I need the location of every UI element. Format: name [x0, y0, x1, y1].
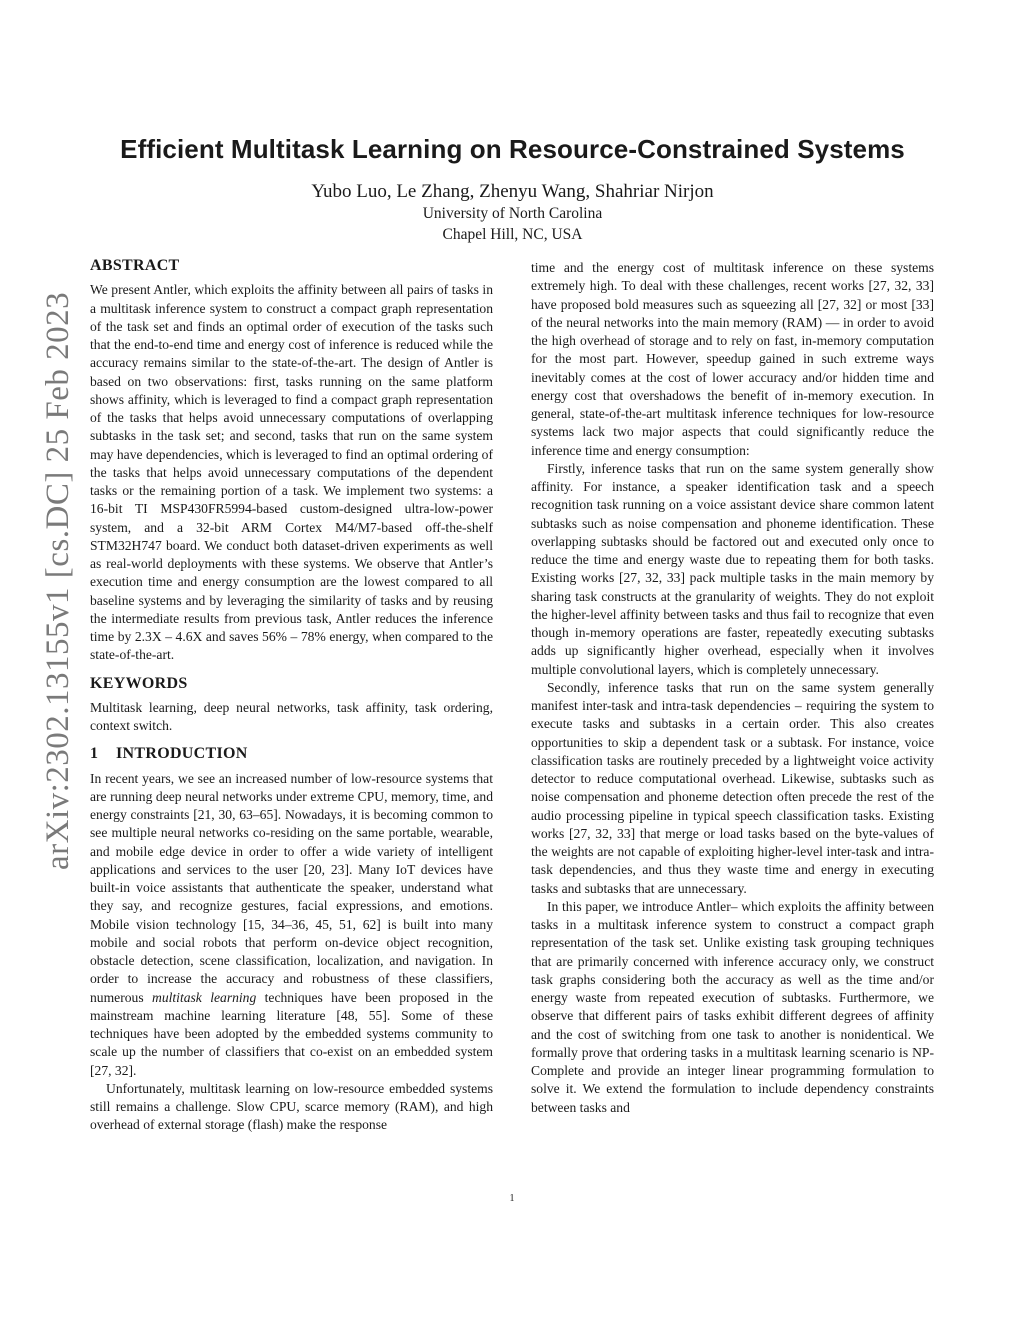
intro-paragraph-6: In this paper, we introduce Antler– which exploits the affinity between tasks in a multitask inference system to construct a compact graph representation of the task set. Unlike existing task grouping techniques that are primarily concerned with inference accuracy only, we construct task graphs considering both the accuracy as well as the time and/or energy waste from repeated execution of subtasks. Furthermore, we observe that different pairs of tasks exhibit different degrees of affinity and the cost of switching from one task to another is nonidentical. We formally prove that ordering tasks in a multitask learning scenario is NP-Complete and provide an integer linear programming formulation to solve it. We extend the formulation to include dependency constraints between tasks and — [531, 898, 934, 1115]
section-number: 1 — [90, 745, 99, 763]
intro-paragraph-1 — [90, 770, 493, 1080]
intro-p1-text-b: techniques have been proposed in the mainstream machine learning literature [48, 55]. Some of these techniques have been adopted by the embedded systems community to scale up the number of classifiers that co-exist on an embedded system [27, 32]. — [90, 989, 493, 1078]
introduction-heading — [90, 745, 493, 763]
intro-paragraph-2: Unfortunately, multitask learning on low-resource embedded systems still remains a challenge. Slow CPU, scarce memory (RAM), and high overhead of external storage (flash) make the response — [90, 1080, 493, 1133]
author-list: Yubo Luo, Le Zhang, Zhenyu Wang, Shahriar Nirjon — [311, 181, 714, 202]
left-column — [90, 257, 493, 1135]
intro-p1-emphasis: multitask learning — [152, 989, 257, 1005]
paper-title: Efficient Multitask Learning on Resource-Constrained Systems — [120, 134, 905, 164]
right-column — [531, 259, 934, 1117]
section-title: INTRODUCTION — [116, 745, 248, 763]
arxiv-identifier: arXiv:2302.13155v1 [cs.DC] 25 Feb 2023 — [40, 291, 76, 870]
affiliation-location: Chapel Hill, NC, USA — [442, 226, 583, 243]
affiliation-university: University of North Carolina — [422, 205, 603, 222]
abstract-text: We present Antler, which exploits the affinity between all pairs of tasks in a multitask inference system to construct a compact graph representation of the task set and finds an optimal order of execution of the tasks such that the end-to-end time and energy cost of inference is reduced while the accuracy remains similar to the state-of-the-art. The design of Antler is based on two observations: first, tasks running on the same platform shows affinity, which is leveraged to find a compact graph representation of the tasks that helps avoid unnecessary computations of overlapping subtasks in the task set; and second, tasks that run on the same system may have dependencies, which is leveraged to find an optimal ordering of the tasks that helps avoid unnecessary computations of the dependent tasks or the remaining portion of a task. We implement two systems: a 16-bit TI MSP430FR5994-based custom-designed ultra-low-power system, and a 32-bit ARM Cortex M4/M7-based off-the-shelf STM32H747 board. We conduct both dataset-driven experiments as well as real-world deployments with these systems. We observe that Antler’s execution time and energy consumption are the lowest compared to all baseline systems and by leveraging the similarity of tasks and by reusing the intermediate results from previous task, Antler reduces the inference time by 2.3X – 4.6X and saves 56% – 78% energy, when compared to the state-of-the-art. — [90, 282, 493, 663]
intro-paragraph-5: Secondly, inference tasks that run on the same system generally manifest inter-task and intra-task dependencies – requiring the system to execute tasks and subtasks in a certain order. This also creates opportunities to skip a dependent task or a subtask. For instance, voice classification tasks are routinely preceded by a lightweight voice activity detector to reduce computational overhead. Likewise, subtasks such as noise compensation and phoneme detection often precede the rest of the audio processing pipeline in typical speech classification tasks. Existing works [27, 32, 33] that merge or load tasks based on the byte-values of the weights are not capable of exploiting higher-level inter-task and intra-task dependencies, and thus they waste time and energy in executing tasks and subtasks that are unnecessary. — [531, 679, 934, 896]
abstract-heading: ABSTRACT — [90, 257, 180, 274]
intro-paragraph-4: Firstly, inference tasks that run on the same system generally show affinity. For instance, a speaker identification task and a speech recognition task running on a voice assistant device share common latent subtasks such as noise compensation and phoneme identification. These overlapping subtasks should be factored out and executed only once to reduce the time and energy waste due to repeating them for both tasks. Existing works [27, 32, 33] pack multiple tasks in the main memory by sharing task constructs at the granularity of weights. They do not exploit the higher-level affinity between tasks and thus fail to recognize that even though in-memory operations are faster, repeatedly executing subtasks adds up significantly higher overhead, especially when it involves multiple convolutional layers, which is completely unnecessary. — [531, 460, 934, 677]
page-number: 1 — [509, 1193, 515, 1204]
intro-p1-text-a: In recent years, we see an increased number of low-resource systems that are running deep neural networks under extreme CPU, memory, time, and energy constraints [21, 30, 63–65]. Nowadays, it is becoming common to see multiple neural networks co-residing on the same portable, wearable, and mobile edge device in order to offer a wide variety of intelligent applications and services to the user [20, 23]. Many IoT devices have built-in voice assistants that authenticate the speaker, understand what they say, and recognize gestures, facial expressions, and emotions. Mobile vision technology [15, 34–36, 45, 51, 62] is built into many mobile and social robots that perform on-device object recognition, obstacle detection, scene classification, localization, and navigation. In order to increase the accuracy and robustness of these classifiers, numerous — [90, 770, 493, 1005]
intro-paragraph-3: time and the energy cost of multitask inference on these systems extremely high. To deal with these challenges, recent works [27, 32, 33] have proposed bold measures such as squeezing all [27, 32] or most [33] of the neural networks into the main memory (RAM) — in order to avoid the high overhead of storage and to rely on fast, in-memory computation for the most part. However, speedup gained in such extreme ways inevitably comes at the cost of lower accuracy and/or hidden time and energy cost that overshadows the benefit of in-memory execution. In general, state-of-the-art multitask inference techniques for low-resource systems lack two major aspects that could significantly reduce the inference time and energy consumption: — [531, 260, 934, 458]
keywords-heading: KEYWORDS — [90, 674, 188, 692]
keywords-text: Multitask learning, deep neural networks, task affinity, task ordering, context switch. — [90, 699, 493, 733]
